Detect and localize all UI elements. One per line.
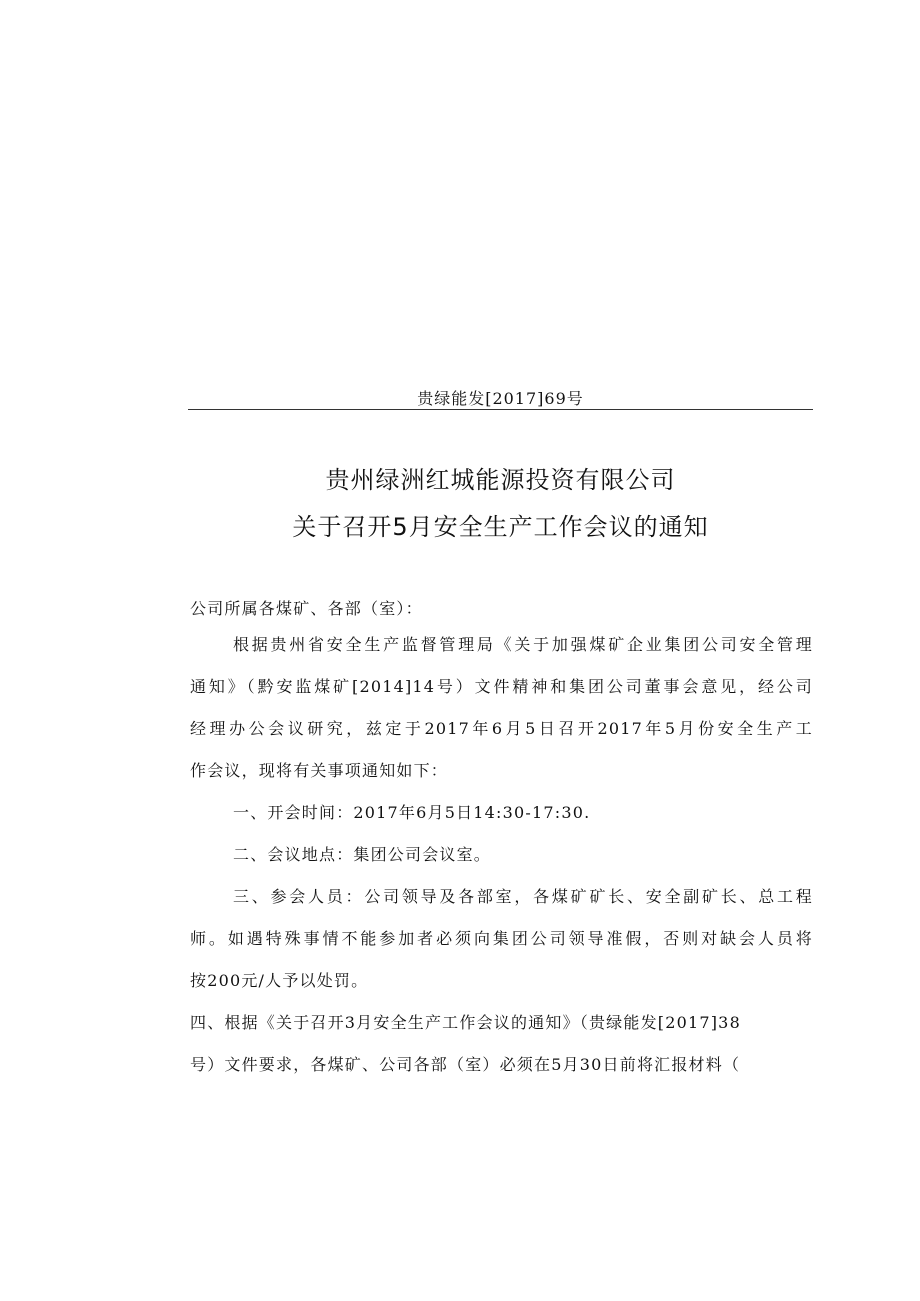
paragraph-1-line: 通知》（黔安监煤矿[2014]14号）文件精神和集团公司董事会意见，经公司 <box>190 677 813 696</box>
document-number: 贵绿能发[2017]69号 <box>417 389 584 408</box>
item-1-text: 一、开会时间：2017年6月5日14:30-17:30. <box>233 803 591 822</box>
item-4-line: 四、根据《关于召开3月安全生产工作会议的通知》（贵绿能发[2017]38 <box>190 1013 741 1032</box>
salutation-text: 公司所属各煤矿、各部（室）： <box>190 599 423 618</box>
item-3-line: 师。如遇特殊事情不能参加者必须向集团公司领导准假，否则对缺会人员将 <box>190 929 813 948</box>
item-3-line: 三、参会人员：公司领导及各部室，各煤矿矿长、安全副矿长、总工程 <box>233 887 813 906</box>
document-title-subject: 关于召开5月安全生产工作会议的通知 <box>292 513 709 541</box>
document-title-company: 贵州绿洲红城能源投资有限公司 <box>325 466 676 494</box>
paragraph-1-line: 作会议，现将有关事项通知如下： <box>190 761 449 780</box>
paragraph-1-line: 根据贵州省安全生产监督管理局《关于加强煤矿企业集团公司安全管理 <box>233 635 813 654</box>
item-3-line: 按200元/人予以处罚。 <box>190 971 369 990</box>
paragraph-1-line: 经理办公会议研究，兹定于2017年6月5日召开2017年5月份安全生产工 <box>190 719 813 738</box>
item-2-text: 二、会议地点：集团公司会议室。 <box>233 845 492 864</box>
header-divider <box>188 409 813 410</box>
item-4-line: 号）文件要求，各煤矿、公司各部（室）必须在5月30日前将汇报材料（ <box>190 1055 741 1074</box>
